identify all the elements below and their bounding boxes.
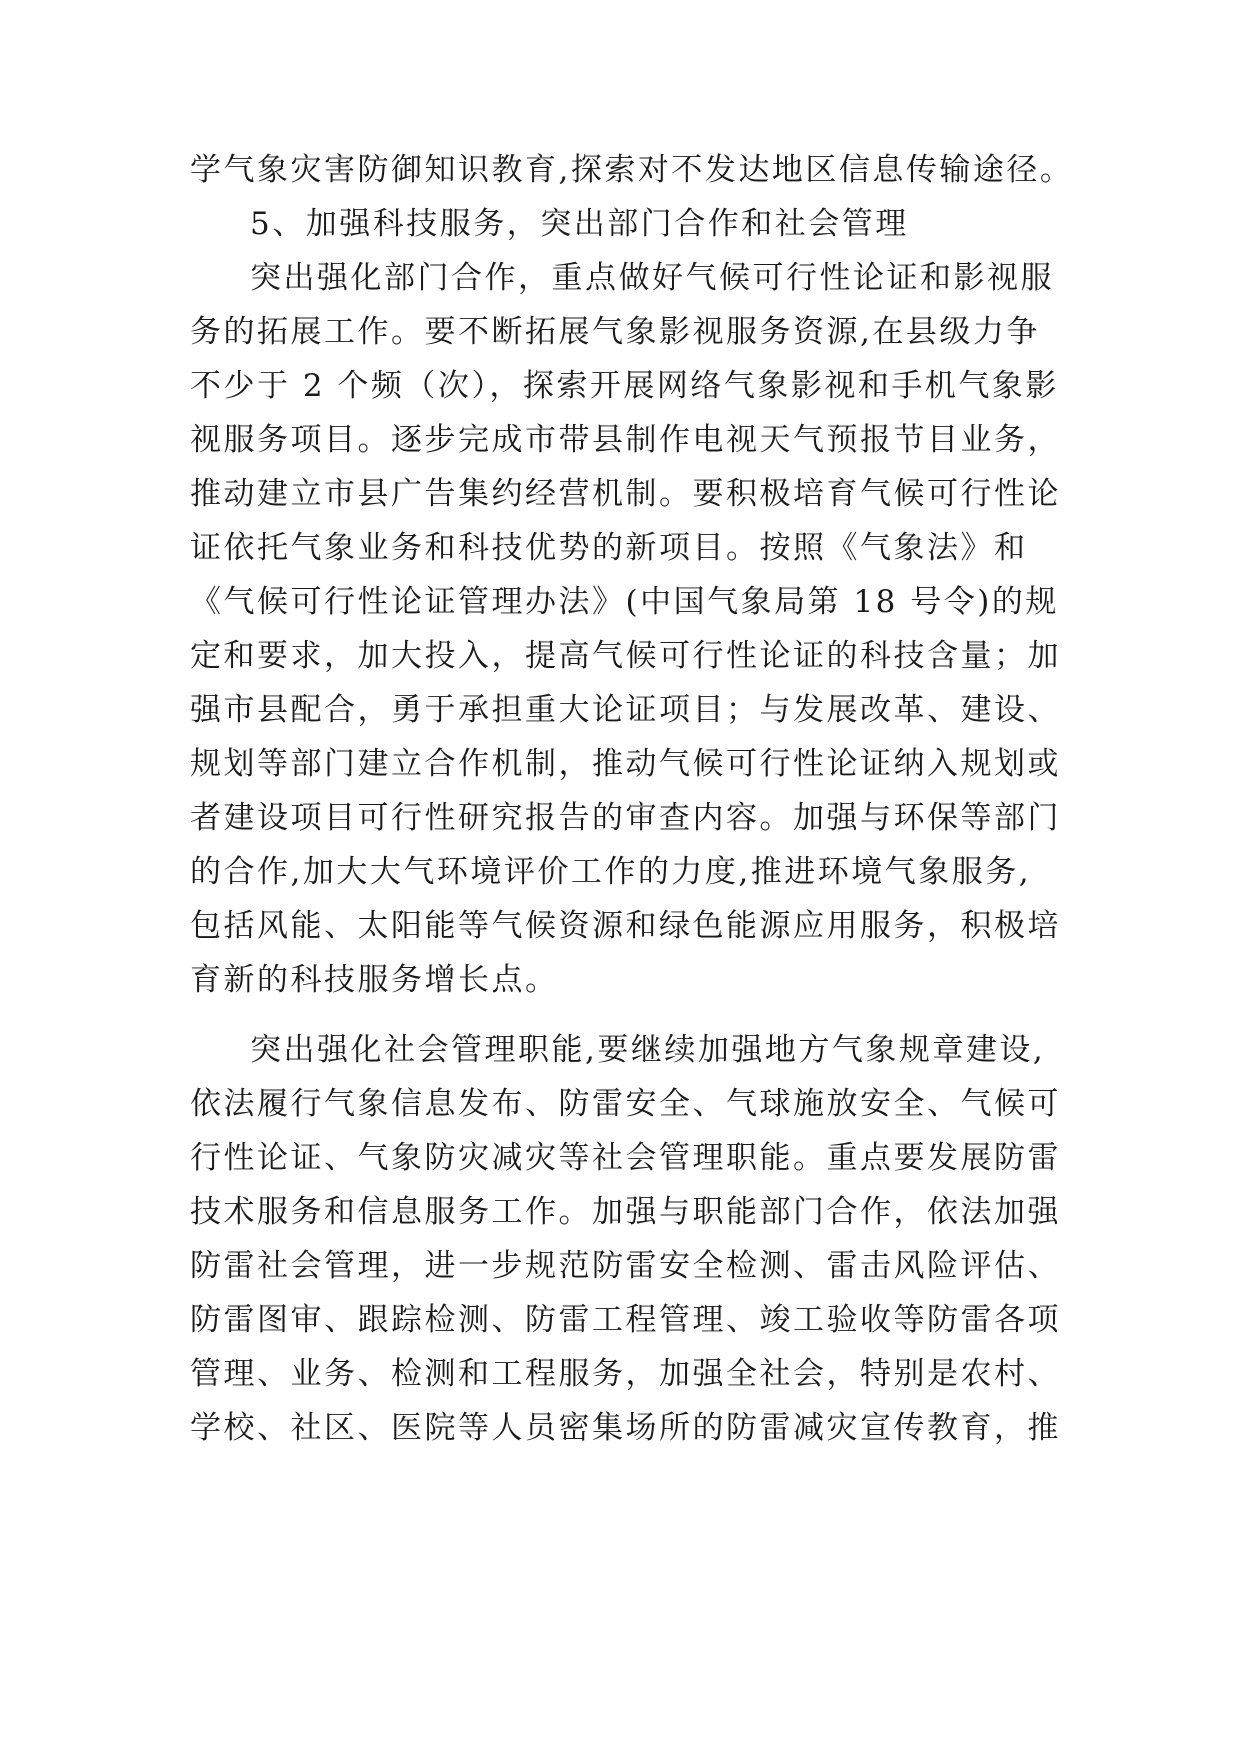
text-line-8: 证依托气象业务和科技优势的新项目。按照《气象法》和: [190, 530, 1028, 566]
text-line-19: 行性论证、气象防灾减灾等社会管理职能。重点要发展防雷: [190, 1140, 1061, 1176]
section-heading: 5、加强科技服务，突出部门合作和社会管理: [250, 206, 909, 242]
text-line-12: 规划等部门建立合作机制，推动气候可行性论证纳入规划或: [190, 746, 1061, 782]
text-line-1: 学气象灾害防御知识教育,探索对不发达地区信息传输途径。: [190, 152, 1074, 188]
text-line-18: 依法履行气象信息发布、防雷安全、气球施放安全、气候可: [190, 1086, 1061, 1122]
text-line-7: 推动建立市县广告集约经营机制。要积极培育气候可行性论: [190, 476, 1061, 512]
text-line-4: 务的拓展工作。要不断拓展气象影视服务资源,在县级力争: [190, 314, 1040, 350]
text-line-21: 防雷社会管理，进一步规范防雷安全检测、雷击风险评估、: [190, 1248, 1061, 1284]
text-line-9: 《气候可行性论证管理办法》(中国气象局第 18 号令)的规: [190, 584, 1059, 620]
text-line-15: 包括风能、太阳能等气候资源和绿色能源应用服务，积极培: [190, 908, 1061, 944]
text-line-3: 突出强化部门合作，重点做好气候可行性论证和影视服: [250, 260, 1054, 296]
text-line-17: 突出强化社会管理职能,要继续加强地方气象规章建设,: [250, 1032, 1046, 1068]
text-line-11: 强市县配合，勇于承担重大论证项目；与发展改革、建设、: [190, 692, 1061, 728]
text-line-10: 定和要求，加大投入，提高气候可行性论证的科技含量；加: [190, 638, 1061, 674]
text-line-24: 学校、社区、医院等人员密集场所的防雷减灾宣传教育，推: [190, 1410, 1061, 1446]
text-line-16: 育新的科技服务增长点。: [190, 962, 559, 998]
text-line-6: 视服务项目。逐步完成市带县制作电视天气预报节目业务，: [190, 422, 1061, 458]
text-line-23: 管理、业务、检测和工程服务，加强全社会，特别是农村、: [190, 1356, 1061, 1392]
text-line-22: 防雷图审、跟踪检测、防雷工程管理、竣工验收等防雷各项: [190, 1302, 1061, 1338]
text-line-13: 者建设项目可行性研究报告的审查内容。加强与环保等部门: [190, 800, 1061, 836]
text-line-20: 技术服务和信息服务工作。加强与职能部门合作，依法加强: [190, 1194, 1061, 1230]
text-line-5: 不少于 2 个频（次），探索开展网络气象影视和手机气象影: [190, 368, 1059, 404]
text-line-14: 的合作,加大大气环境评价工作的力度,推进环境气象服务,: [190, 854, 1032, 890]
